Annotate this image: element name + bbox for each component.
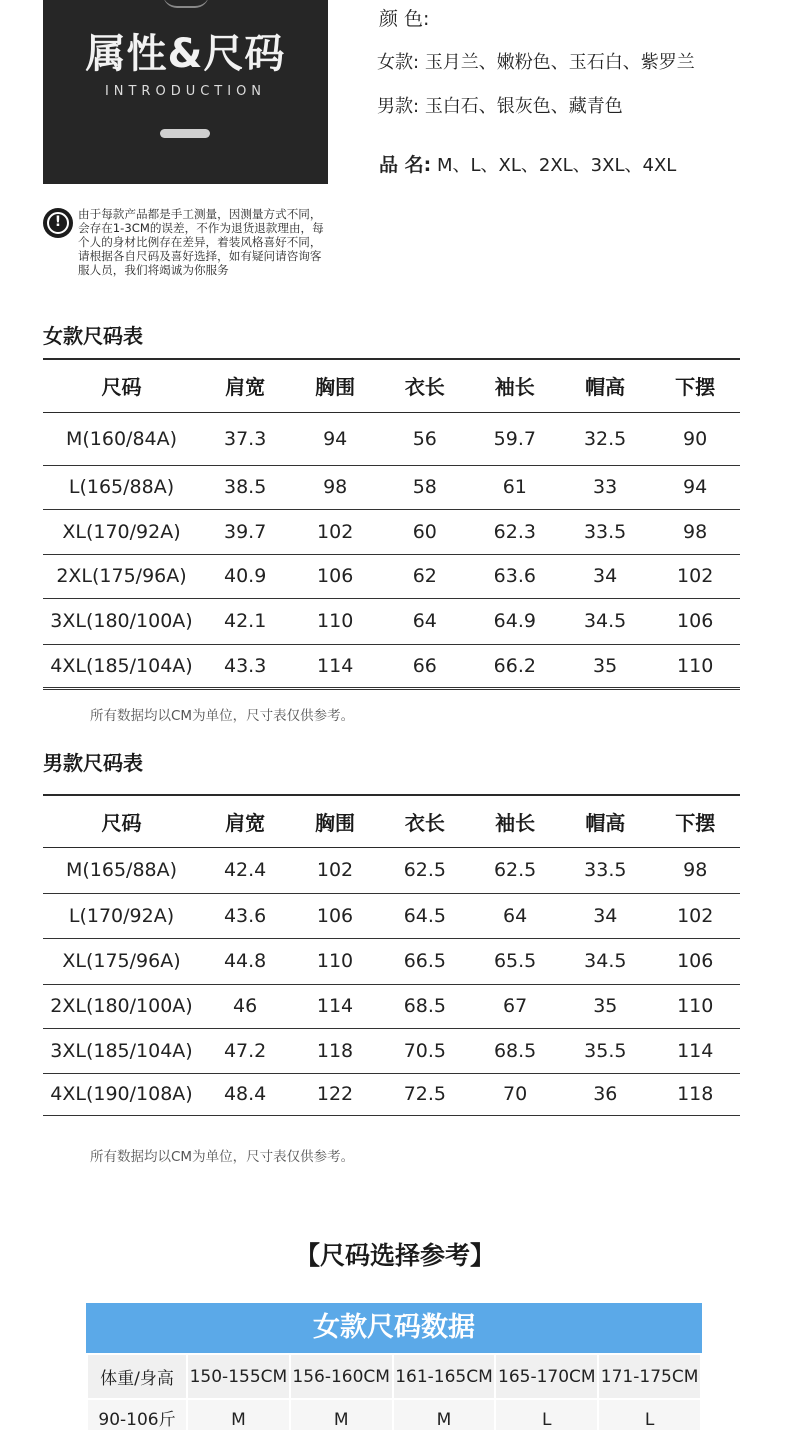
table-cell: 64.9	[470, 598, 560, 644]
table-cell: 65.5	[470, 938, 560, 984]
header-cell: 衣长	[380, 359, 470, 412]
table-cell: 70	[470, 1073, 560, 1115]
table-cell: L	[495, 1399, 598, 1431]
table-cell: 36	[560, 1073, 650, 1115]
table-row	[43, 1073, 740, 1115]
table-cell: 98	[650, 847, 740, 893]
table-cell: 66.5	[380, 938, 470, 984]
table-row	[43, 412, 740, 465]
table-cell: 110	[290, 598, 380, 644]
table-cell: 34.5	[560, 938, 650, 984]
header-cell: 袖长	[470, 359, 560, 412]
table-cell: 35.5	[560, 1028, 650, 1073]
table-cell: 114	[290, 984, 380, 1028]
women-table-footnote: 所有数据均以CM为单位，尺寸表仅供参考。	[90, 708, 355, 724]
table-cell: 66	[380, 644, 470, 688]
table-cell: 102	[650, 893, 740, 938]
table-cell: 118	[290, 1028, 380, 1073]
table-cell: 3XL(185/104A)	[43, 1028, 200, 1073]
table-cell: 106	[650, 598, 740, 644]
table-cell: 44.8	[200, 938, 290, 984]
table-cell: 62.5	[380, 847, 470, 893]
table-row	[43, 893, 740, 938]
women-colors-value: 玉月兰、嫩粉色、玉石白、紫罗兰	[424, 52, 695, 73]
table-row	[43, 598, 740, 644]
header-cell: 尺码	[43, 795, 200, 847]
table-cell: 38.5	[200, 465, 290, 509]
women-colors-label: 女款:	[377, 52, 420, 73]
table-header-row	[87, 1354, 701, 1399]
table-cell: 98	[290, 465, 380, 509]
table-cell: 102	[290, 847, 380, 893]
table-cell: M	[290, 1399, 393, 1431]
table-cell: 118	[650, 1073, 740, 1115]
table-row	[43, 938, 740, 984]
table-cell: 35	[560, 644, 650, 688]
header-cell: 肩宽	[200, 359, 290, 412]
table-cell: L(165/88A)	[43, 465, 200, 509]
header-cell: 胸围	[290, 795, 380, 847]
women-table-title: 女款尺码表	[43, 324, 143, 348]
table-cell: 114	[290, 644, 380, 688]
header-cell: 尺码	[43, 359, 200, 412]
table-cell: 42.4	[200, 847, 290, 893]
table-cell: 42.1	[200, 598, 290, 644]
table-cell: 90-106斤	[87, 1399, 187, 1431]
table-cell: 94	[290, 412, 380, 465]
header-cell: 袖长	[470, 795, 560, 847]
table-cell: 62.5	[470, 847, 560, 893]
table-cell: 34.5	[560, 598, 650, 644]
table-cell: 35	[560, 984, 650, 1028]
table-cell: 34	[560, 893, 650, 938]
header-cell: 171-175CM	[598, 1354, 701, 1399]
table-cell: 94	[650, 465, 740, 509]
table-header-row	[43, 795, 740, 847]
table-cell: 70.5	[380, 1028, 470, 1073]
decorative-bar	[160, 129, 210, 138]
table-header-row	[43, 359, 740, 412]
table-cell: 63.6	[470, 554, 560, 598]
header-cell: 体重/身高	[87, 1354, 187, 1399]
table-cell: 33.5	[560, 847, 650, 893]
size-reference-table	[86, 1353, 702, 1432]
size-reference-header: 女款尺码数据	[86, 1303, 702, 1353]
header-cell: 150-155CM	[187, 1354, 290, 1399]
table-cell: 48.4	[200, 1073, 290, 1115]
header-cell: 帽高	[560, 795, 650, 847]
table-cell: 110	[650, 644, 740, 688]
table-cell: 110	[650, 984, 740, 1028]
table-cell: 33.5	[560, 509, 650, 554]
table-cell: L(170/92A)	[43, 893, 200, 938]
decorative-arc	[163, 0, 209, 8]
product-name-value: M、L、XL、2XL、3XL、4XL	[436, 155, 677, 176]
product-name-row	[379, 150, 676, 177]
color-label: 颜 色:	[379, 8, 430, 30]
table-cell: 66.2	[470, 644, 560, 688]
intro-banner	[43, 0, 328, 184]
table-cell: 46	[200, 984, 290, 1028]
table-cell: 3XL(180/100A)	[43, 598, 200, 644]
table-cell: 56	[380, 412, 470, 465]
table-cell: 4XL(185/104A)	[43, 644, 200, 688]
header-cell: 156-160CM	[290, 1354, 393, 1399]
men-size-table	[43, 794, 740, 1116]
table-cell: M(165/88A)	[43, 847, 200, 893]
table-cell: 64	[470, 893, 560, 938]
table-cell: 43.6	[200, 893, 290, 938]
header-cell: 帽高	[560, 359, 650, 412]
header-cell: 胸围	[290, 359, 380, 412]
exclamation-icon: !	[43, 208, 73, 238]
table-cell: M	[187, 1399, 290, 1431]
table-cell: 4XL(190/108A)	[43, 1073, 200, 1115]
table-cell: 61	[470, 465, 560, 509]
table-cell: 37.3	[200, 412, 290, 465]
women-colors-row	[377, 48, 695, 74]
table-row	[43, 509, 740, 554]
header-cell: 衣长	[380, 795, 470, 847]
table-cell: XL(170/92A)	[43, 509, 200, 554]
table-row	[43, 984, 740, 1028]
table-row	[43, 465, 740, 509]
men-colors-value: 玉白石、银灰色、藏青色	[424, 96, 623, 117]
table-cell: 64.5	[380, 893, 470, 938]
table-cell: 68.5	[470, 1028, 560, 1073]
table-cell: 90	[650, 412, 740, 465]
product-name-label: 品 名:	[379, 154, 432, 176]
table-cell: 60	[380, 509, 470, 554]
table-cell: 110	[290, 938, 380, 984]
women-size-table	[43, 358, 740, 690]
table-cell: 102	[650, 554, 740, 598]
table-cell: 32.5	[560, 412, 650, 465]
table-row	[43, 644, 740, 688]
header-cell: 161-165CM	[393, 1354, 496, 1399]
table-row	[43, 1028, 740, 1073]
table-cell: 72.5	[380, 1073, 470, 1115]
table-cell: 106	[650, 938, 740, 984]
table-cell: L	[598, 1399, 701, 1431]
header-cell: 下摆	[650, 359, 740, 412]
table-cell: 34	[560, 554, 650, 598]
men-table-footnote: 所有数据均以CM为单位，尺寸表仅供参考。	[90, 1149, 355, 1165]
table-cell: M	[393, 1399, 496, 1431]
table-row	[43, 847, 740, 893]
table-cell: 98	[650, 509, 740, 554]
table-cell: 102	[290, 509, 380, 554]
header-cell: 肩宽	[200, 795, 290, 847]
table-cell: XL(175/96A)	[43, 938, 200, 984]
table-cell: 47.2	[200, 1028, 290, 1073]
table-cell: 62	[380, 554, 470, 598]
table-cell: 2XL(180/100A)	[43, 984, 200, 1028]
intro-subtitle: INTRODUCTION	[104, 84, 267, 99]
table-cell: 106	[290, 893, 380, 938]
table-cell: 67	[470, 984, 560, 1028]
table-row	[87, 1399, 701, 1431]
table-cell: 106	[290, 554, 380, 598]
table-cell: 2XL(175/96A)	[43, 554, 200, 598]
table-cell: 68.5	[380, 984, 470, 1028]
table-cell: 43.3	[200, 644, 290, 688]
men-colors-row	[377, 92, 623, 118]
table-cell: 114	[650, 1028, 740, 1073]
table-cell: 64	[380, 598, 470, 644]
size-reference-title: 【尺码选择参考】	[294, 1241, 495, 1270]
table-cell: 40.9	[200, 554, 290, 598]
men-table-title: 男款尺码表	[43, 751, 143, 775]
table-cell: 58	[380, 465, 470, 509]
header-cell: 165-170CM	[495, 1354, 598, 1399]
table-cell: 33	[560, 465, 650, 509]
measurement-notice: 由于每款产品都是手工测量，因测量方式不同，会存在1-3CM的误差，不作为退货退款理由，每个人的身材比例存在差异，着装风格喜好不同，请根据各自尺码及喜好选择，如有疑问请咨询客服人员，我们将竭诚为你服务	[78, 207, 324, 277]
intro-title: 属性&尺码	[85, 31, 286, 77]
table-cell: 62.3	[470, 509, 560, 554]
table-cell: M(160/84A)	[43, 412, 200, 465]
table-row	[43, 554, 740, 598]
men-colors-label: 男款:	[377, 96, 420, 117]
table-cell: 122	[290, 1073, 380, 1115]
table-cell: 39.7	[200, 509, 290, 554]
header-cell: 下摆	[650, 795, 740, 847]
table-cell: 59.7	[470, 412, 560, 465]
